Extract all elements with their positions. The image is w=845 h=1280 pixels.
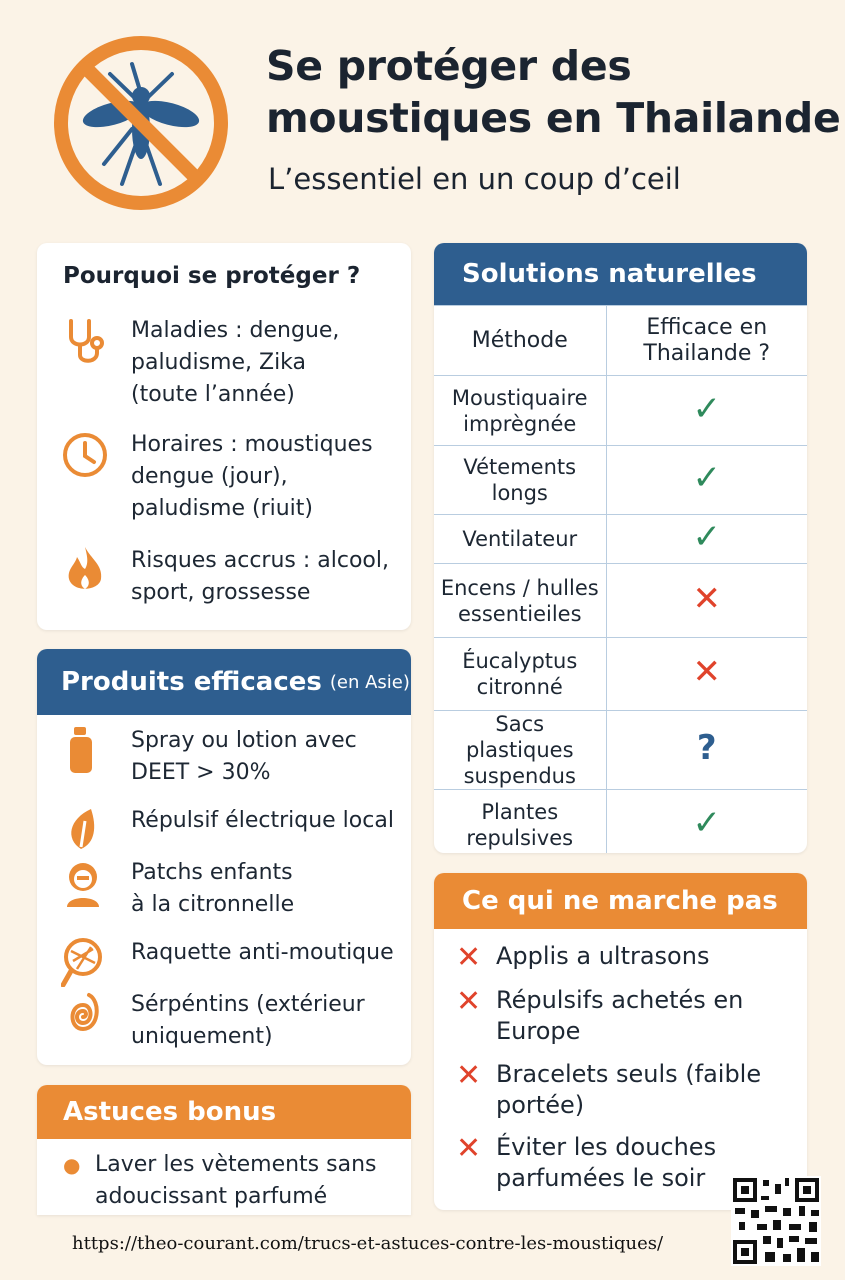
check-icon: ✓ [692, 802, 721, 843]
qr-code-icon[interactable] [731, 1176, 821, 1266]
spray-icon [61, 725, 111, 775]
why-item-line: Horaires : moustiques [131, 432, 373, 457]
cross-icon: ✕ [456, 1058, 482, 1093]
child-icon [61, 857, 111, 907]
why-item-line: Maladies : dengue, [131, 318, 340, 343]
product-line: Patchs enfants [131, 860, 293, 885]
bonus-line: Laver les vètements sans [95, 1152, 377, 1177]
method-line: citronné [476, 675, 563, 699]
why-item-line: (toute l’année) [131, 382, 295, 407]
natural-row [434, 376, 807, 446]
title-line-1: Se protéger des [266, 42, 632, 90]
cross-icon: ✕ [456, 984, 482, 1019]
source-url-link[interactable]: https://theo-courant.com/trucs-et-astuces-contre-les-moustiques/ [72, 1233, 664, 1254]
products-title: Produits efficaces [61, 667, 322, 697]
no-mosquito-icon [52, 34, 230, 212]
product-line: uniquement) [131, 1024, 273, 1049]
product-line: Raquette anti-moutique [131, 940, 394, 965]
natural-table [434, 305, 807, 853]
method-line: suspendus [463, 764, 576, 788]
col-header-method: Méthode [434, 306, 606, 376]
notwork-card [434, 873, 807, 1210]
notwork-title: Ce qui ne marche pas [434, 873, 807, 929]
natural-row [434, 711, 807, 790]
racket-icon [61, 937, 111, 987]
check-icon: ✓ [692, 388, 721, 429]
products-card [37, 649, 411, 1065]
products-header [37, 649, 411, 715]
notwork-item [456, 1059, 761, 1121]
notwork-line: parfumées le soir [496, 1164, 706, 1192]
natural-row [434, 638, 807, 711]
bullet-icon: ● [63, 1153, 81, 1177]
notwork-line: Applis a ultrasons [496, 942, 710, 970]
why-card [37, 243, 411, 630]
product-line: Spray ou lotion avec [131, 728, 357, 753]
question-icon: ? [696, 728, 717, 768]
notwork-item [456, 1132, 716, 1194]
why-item-line: paludisme (riuit) [131, 496, 314, 521]
method-line: Plantes [481, 799, 559, 824]
col-header-effective [606, 306, 807, 376]
natural-row [434, 446, 807, 515]
method-line: longs [491, 481, 548, 505]
natural-row [434, 515, 807, 564]
natural-row [434, 564, 807, 638]
method-line: Ventilateur [462, 527, 578, 551]
check-icon: ✓ [692, 517, 721, 557]
natural-row [434, 790, 807, 854]
product-line: DEET > 30% [131, 760, 271, 785]
product-patches [61, 857, 294, 921]
page-subtitle: L’essentiel en un coup d’ceil [268, 162, 681, 196]
leaf-icon [61, 805, 111, 855]
why-item-line: dengue (jour), [131, 464, 288, 489]
why-item-risks [61, 545, 389, 609]
flame-icon [61, 545, 111, 595]
bonus-line: adoucissant parfumé [95, 1184, 328, 1209]
product-electric [61, 805, 394, 855]
col-header-line: Efficace en [646, 314, 768, 340]
method-line: imprègnée [463, 411, 577, 436]
why-item-line: Risques accrus : alcool, [131, 548, 389, 573]
bonus-title: Astuces bonus [37, 1085, 411, 1139]
product-line: à la citronnelle [131, 892, 295, 917]
coil-icon [61, 989, 111, 1039]
bonus-card [37, 1085, 411, 1215]
why-item-hours [61, 429, 373, 525]
method-line: Sacs plastiques [465, 712, 574, 762]
natural-card [434, 243, 807, 853]
why-item-diseases [61, 315, 339, 411]
col-header-line: Thailande ? [643, 340, 771, 366]
why-item-line: sport, grossesse [131, 580, 311, 605]
notwork-line: portée) [496, 1091, 585, 1119]
stethoscope-icon [61, 315, 111, 365]
products-note: (en Asie) [329, 671, 410, 693]
check-icon: ✓ [692, 458, 721, 498]
cross-icon: ✕ [692, 652, 721, 692]
notwork-line: Bracelets seuls (faible [496, 1060, 762, 1088]
method-line: Éucalyptus [462, 649, 578, 673]
natural-title: Solutions naturelles [434, 243, 807, 305]
notwork-line: Répulsifs achetés en [496, 986, 744, 1014]
page-title [266, 40, 840, 144]
product-coil [61, 989, 365, 1053]
title-line-2: moustiques en Thailande [266, 94, 841, 142]
cross-icon: ✕ [456, 940, 482, 975]
bonus-item [63, 1149, 377, 1213]
method-line: Vétements [463, 455, 577, 479]
method-line: repulsives [466, 825, 574, 850]
product-racket [61, 937, 394, 987]
cross-icon: ✕ [456, 1131, 482, 1166]
notwork-item [456, 941, 709, 975]
cross-icon: ✕ [692, 578, 721, 619]
clock-icon [61, 429, 111, 479]
method-line: Moustiquaire [451, 385, 588, 410]
notwork-line: Europe [496, 1017, 581, 1045]
product-line: Sérpéntins (extérieur [131, 992, 365, 1017]
notwork-line: Éviter les douches [496, 1133, 717, 1161]
method-line: essentieiles [457, 601, 582, 626]
why-item-line: paludisme, Zika [131, 350, 307, 375]
method-line: Encens / hulles [440, 575, 599, 600]
product-spray [61, 725, 357, 789]
product-line: Répulsif électrique local [131, 808, 394, 833]
why-title: Pourquoi se protéger ? [63, 263, 361, 289]
notwork-item [456, 985, 743, 1047]
